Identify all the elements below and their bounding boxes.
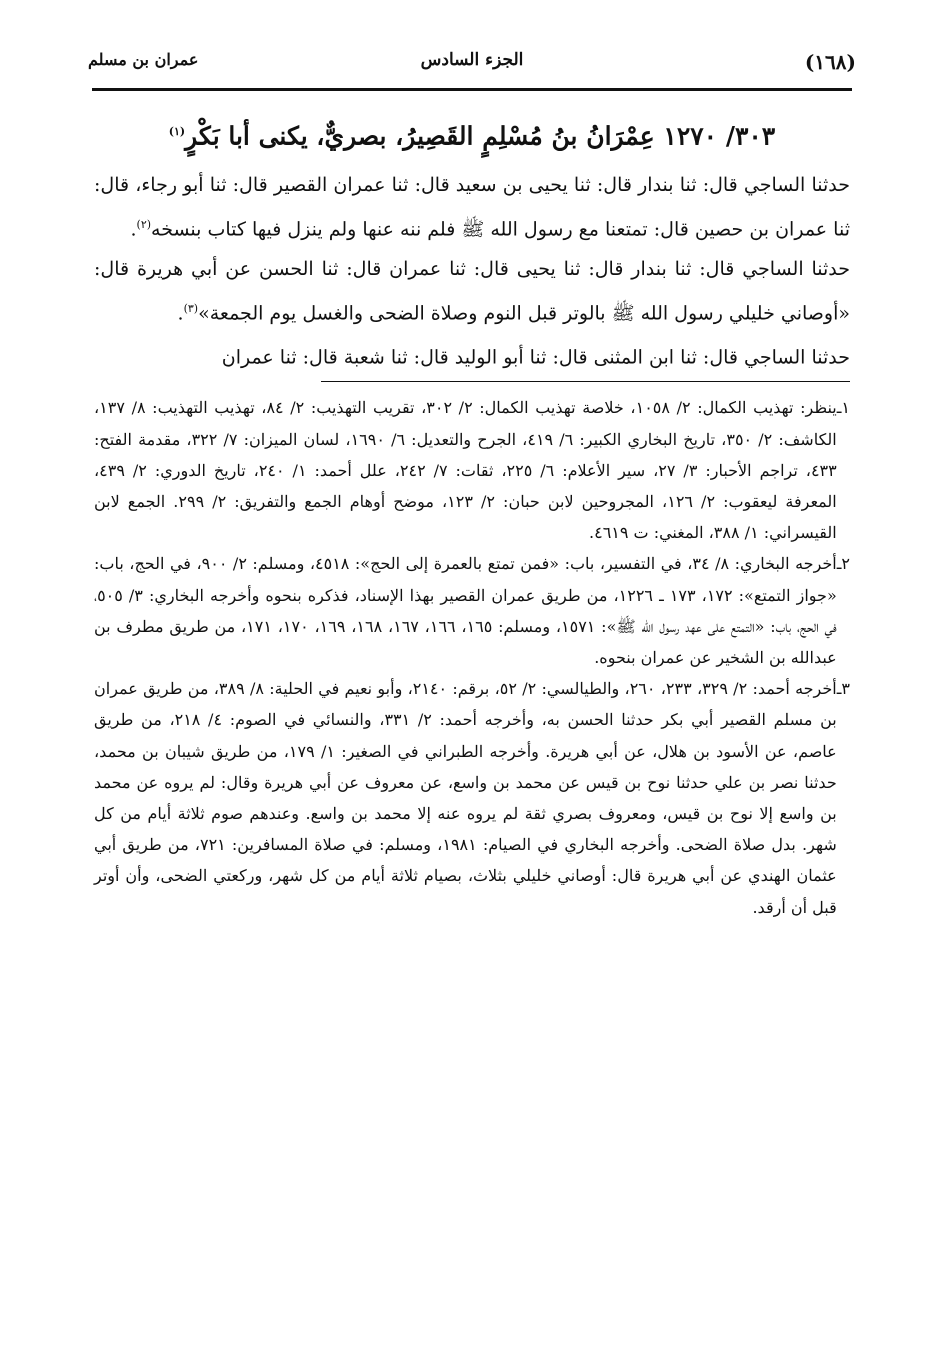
footnote-text: ينظر: تهذيب الكمال: ٢/ ١٠٥٨، خلاصة تهذيب الكمال: ٢/ ٣٠٢، تقريب التهذيب: ٢/ ٨٤، تهذيب التهذيب: ٨/ ١٣٧، الكاشف: ٢/ ٣٥٠، تاريخ البخاري الكبير: ٦/ ٤١٩، الجرح والتعديل: ٦/ ١٦٩٠، لسان الميزان: ٧/ ٣٢٢، مقدمة الفتح: ٤٣٣، تراجم الأحبار: ٣/ ٢٧، سير الأعلام: ٦/ ٢٢٥، ثقات: ٧/ ٢٤٢، علل أحمد: ١/ ٢٤٠، تاريخ الدوري: ٢/ ٤٣٩، المعرفة ليعقوب: ٢/ ١٢٦، المجروحين لابن حبان: ٢/ ١٢٣، موضح أوهام الجمع والتفريق: ٢/ ٢٩٩. الجمع لابن القيسراني: ١/ ٣٨٨، المغني: ت ٤٦١٩. — [94, 398, 837, 543]
footnote-text: أخرجه البخاري: ٨/ ٣٤، في التفسير، باب: «فمن تمتع بالعمرة إلى الحج»: ٤٥١٨، ومسلم: ٢/ ٩٠٠، في الحج، باب: «جواز التمتع»: ١٧٢، ١٧٣ ـ ١٢٢٦، من طريق عمران القصير بهذا الإسناد، فذكره بنحوه وأخرجه البخاري: ٣/ ٥٠٥، في الحج، باب: «التمتع على عهد رسول الله ﷺ»: ١٥٧١، ومسلم: ١٦٥، ١٦٦، ١٦٧، ١٦٨، ١٦٩، ١٧٠، ١٧١، من طريق مطرف بن عبدالله بن الشخير عن عمران بنحوه. — [94, 554, 837, 667]
footnote-ref: (٣) — [183, 301, 199, 315]
page-number: (١٦٨) — [804, 50, 856, 74]
entry-name-header: عمران بن مسلم — [88, 50, 199, 69]
footnote-ref: (٢) — [136, 218, 152, 232]
header-rule — [92, 88, 852, 91]
paragraph-tail: . — [130, 218, 137, 241]
footnotes — [94, 392, 850, 922]
footnote-text: أخرجه أحمد: ٢/ ٣٢٩، ٢٣٣، ٢٦٠، والطيالسي: ٢/ ٥٢، برقم: ٢١٤٠، وأبو نعيم في الحلية: ٨/ ٣٨٩، من طريق عمران بن مسلم القصير أبي بكر حدثنا الحسن به، وأخرجه أحمد: ٢/ ٣٣١، والنسائي في الصوم: ٤/ ٢١٨، من طريق عاصم، عن الأسود بن هلال، عن أبي هريرة. وأخرجه الطبراني في الصغير: ١/ ١٧٩، من طريق شيبان بن محمد، حدثنا نصر بن علي حدثنا نوح بن قيس عن محمد بن واسع، عن معروف عن أبي هريرة وقال: لم يروه عن محمد بن واسع إلا نوح بن قيس، ومعروف بصري ثقة لم يروه عنه إلا محمد بن واسع. وعندهم صوم ثلاثة أيام من كل شهر. بدل صلاة الضحى. وأخرجه البخاري في الصيام: ١٩٨١، ومسلم: في صلاة المسافرين: ٧٢١، من طريق أبي عثمان الهندي عن أبي هريرة قال: أوصاني خليلي بثلاث، بصيام ثلاثة أيام من كل شهر، وركعتي الضحى، وأن أوتر قبل أن أرقد. — [94, 679, 837, 917]
main-text — [94, 166, 850, 377]
running-header — [88, 50, 856, 84]
paragraph-text: حدثنا الساجي قال: ثنا بندار قال: ثنا يحيى بن سعيد قال: ثنا عمران القصير قال: ثنا أبو رجاء، قال: ثنا عمران بن حصين قال: تمتعنا مع رسول الله ﷺ فلم ننه عنها ولم ينزل فيها كتاب بنسخه — [94, 174, 850, 241]
hadith-paragraph — [94, 166, 850, 249]
page-body — [94, 112, 850, 923]
entry-title-text: ٣٠٣/ ١٢٧٠ عِمْرَانُ بنُ مُسْلِمٍ القَصِيرُ، بصريٌّ، يكنى أبا بَكْرٍ — [185, 121, 776, 151]
part-title: الجزء السادس — [420, 50, 524, 70]
hadith-paragraph — [94, 333, 850, 377]
paragraph-text: حدثنا الساجي قال: ثنا بندار قال: ثنا يحيى قال: ثنا عمران قال: ثنا الحسن عن أبي هريرة قال: «أوصاني خليلي رسول الله ﷺ بالوتر قبل النوم وصلاة الضحى والغسل يوم الجمعة» — [94, 257, 850, 324]
footnote — [94, 673, 850, 923]
paragraph-text: حدثنا الساجي قال: ثنا ابن المثنى قال: ثنا أبو الوليد قال: ثنا شعبة قال: ثنا عمران — [221, 346, 850, 369]
entry-title-footnote-ref: (١) — [168, 125, 186, 138]
entry-title — [94, 112, 850, 156]
hadith-paragraph — [94, 250, 850, 333]
paragraph-tail: . — [177, 301, 184, 324]
footnote-number: ٢ـ — [836, 554, 850, 574]
footnote-separator — [321, 381, 850, 382]
footnote — [94, 392, 850, 548]
footnote-number: ١ـ — [836, 398, 850, 418]
footnote-number: ٣ـ — [836, 679, 850, 699]
footnote — [94, 548, 850, 673]
